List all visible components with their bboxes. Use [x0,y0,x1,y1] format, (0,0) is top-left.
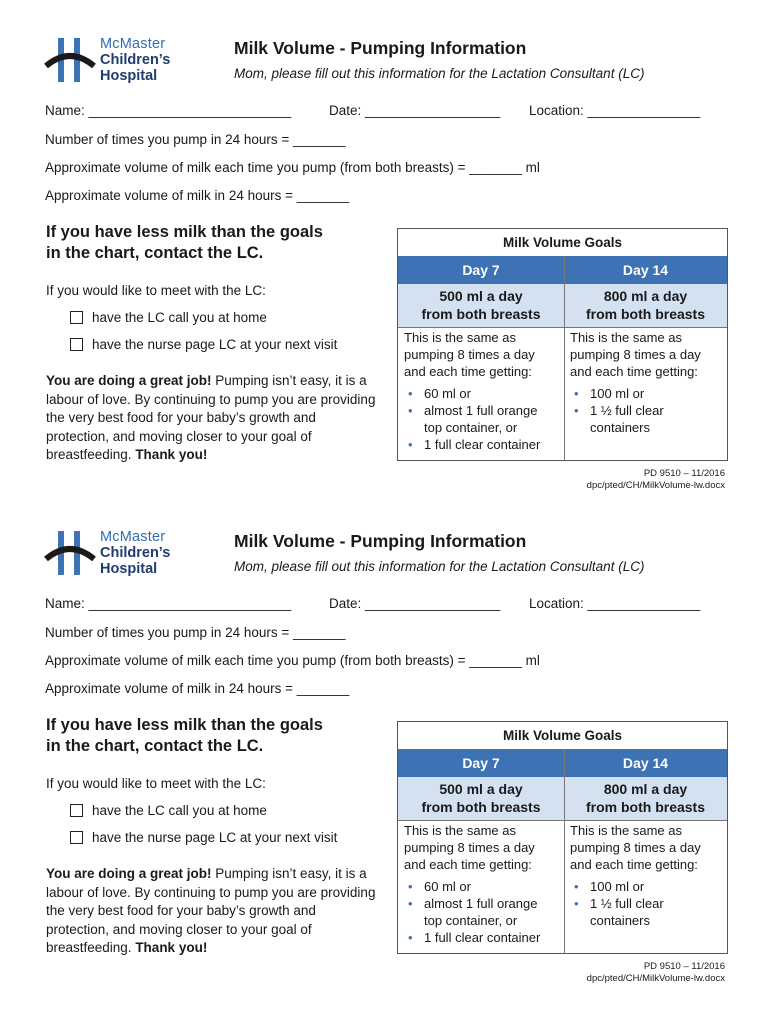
volume-day-field[interactable]: Approximate volume of milk in 24 hours = _______ [45,681,350,696]
option-nurse-page[interactable]: have the nurse page LC at your next visit [70,830,337,845]
location-field[interactable]: Location: _______________ [529,596,701,611]
day7-description: This is the same as pumping 8 times a day and each time getting: • 60 ml or • almost 1 full orange top container, or • 1 full clear container [398,820,564,948]
pump-times-field[interactable]: Number of times you pump in 24 hours = _______ [45,132,346,147]
logo-line-3: Hospital [100,561,158,577]
document-footer: PD 9510 – 11/2016 dpc/pted/CH/MilkVolume-lw.docx [586,468,725,491]
option-nurse-page[interactable]: have the nurse page LC at your next visit [70,337,337,352]
list-item: • 1 ½ full clear containers [590,895,721,929]
volume-day-field[interactable]: Approximate volume of milk in 24 hours = _______ [45,188,350,203]
logo-bridge-icon [44,529,96,577]
table-title: Milk Volume Goals [502,235,623,250]
day7-goal: 500 ml a day from both breasts [398,777,564,820]
checkbox[interactable] [70,338,83,351]
day14-goal: 800 ml a day from both breasts [564,777,727,820]
checkbox[interactable] [70,311,83,324]
milk-goals-table [397,228,728,461]
day7-description: This is the same as pumping 8 times a day and each time getting: • 60 ml or • almost 1 full orange top container, or • 1 full clear container [398,327,564,455]
list-item: • 60 ml or [424,385,558,402]
pump-times-field[interactable]: Number of times you pump in 24 hours = _______ [45,625,346,640]
contact-heading: If you have less milk than the goals in the chart, contact the LC. [46,716,323,755]
date-field[interactable]: Date: __________________ [329,596,501,611]
milk-goals-table [397,721,728,954]
document-footer: PD 9510 – 11/2016 dpc/pted/CH/MilkVolume-lw.docx [586,961,725,984]
location-field[interactable]: Location: _______________ [529,103,701,118]
day14-header: Day 14 [564,256,727,284]
volume-each-field[interactable]: Approximate volume of milk each time you pump (from both breasts) = _______ ml [45,653,540,668]
table-title: Milk Volume Goals [502,728,623,743]
form-copy-top [0,0,770,492]
form-subtitle: Mom, please fill out this information for the Lactation Consultant (LC) [234,559,645,574]
list-item: • almost 1 full orange top container, or [424,895,558,929]
list-item: • 100 ml or [590,385,721,402]
logo-line-3: Hospital [100,68,158,84]
day7-header: Day 7 [398,256,564,284]
day14-header: Day 14 [564,749,727,777]
hospital-logo [44,529,184,579]
list-item: • 1 full clear container [424,436,558,453]
logo-line-2: Children’s [100,545,171,561]
meet-prompt: If you would like to meet with the LC: [46,776,266,791]
form-title: Milk Volume - Pumping Information [234,531,527,551]
option-call-home[interactable]: have the LC call you at home [70,803,267,818]
day14-description: This is the same as pumping 8 times a day and each time getting: • 100 ml or • 1 ½ full clear containers [564,327,727,438]
encouragement-text: You are doing a great job! Pumping isn’t easy, it is a labour of love. By continuing to pump you are providing the very best food for your baby’s growth and protection, and moving closer to your goal of breastfeeding. Thank you! [46,373,376,462]
form-subtitle: Mom, please fill out this information for the Lactation Consultant (LC) [234,66,645,81]
day7-header: Day 7 [398,749,564,777]
list-item: • 1 full clear container [424,929,558,946]
hospital-logo [44,36,184,86]
name-field[interactable]: Name: ___________________________ [45,103,292,118]
checkbox[interactable] [70,804,83,817]
list-item: • 1 ½ full clear containers [590,402,721,436]
contact-heading: If you have less milk than the goals in the chart, contact the LC. [46,223,323,262]
form-title: Milk Volume - Pumping Information [234,38,527,58]
date-field[interactable]: Date: __________________ [329,103,501,118]
option-call-home[interactable]: have the LC call you at home [70,310,267,325]
volume-each-field[interactable]: Approximate volume of milk each time you pump (from both breasts) = _______ ml [45,160,540,175]
meet-prompt: If you would like to meet with the LC: [46,283,266,298]
day7-goal: 500 ml a day from both breasts [398,284,564,327]
list-item: • 100 ml or [590,878,721,895]
logo-bridge-icon [44,36,96,84]
day14-goal: 800 ml a day from both breasts [564,284,727,327]
checkbox[interactable] [70,831,83,844]
list-item: • 60 ml or [424,878,558,895]
logo-line-1: McMaster [100,36,166,52]
name-field[interactable]: Name: ___________________________ [45,596,292,611]
encouragement-text: You are doing a great job! Pumping isn’t easy, it is a labour of love. By continuing to pump you are providing the very best food for your baby’s growth and protection, and moving closer to your goal of breastfeeding. Thank you! [46,866,376,955]
list-item: • almost 1 full orange top container, or [424,402,558,436]
day14-description: This is the same as pumping 8 times a day and each time getting: • 100 ml or • 1 ½ full clear containers [564,820,727,931]
logo-line-2: Children’s [100,52,171,68]
form-copy-bottom [0,493,770,985]
logo-line-1: McMaster [100,529,166,545]
